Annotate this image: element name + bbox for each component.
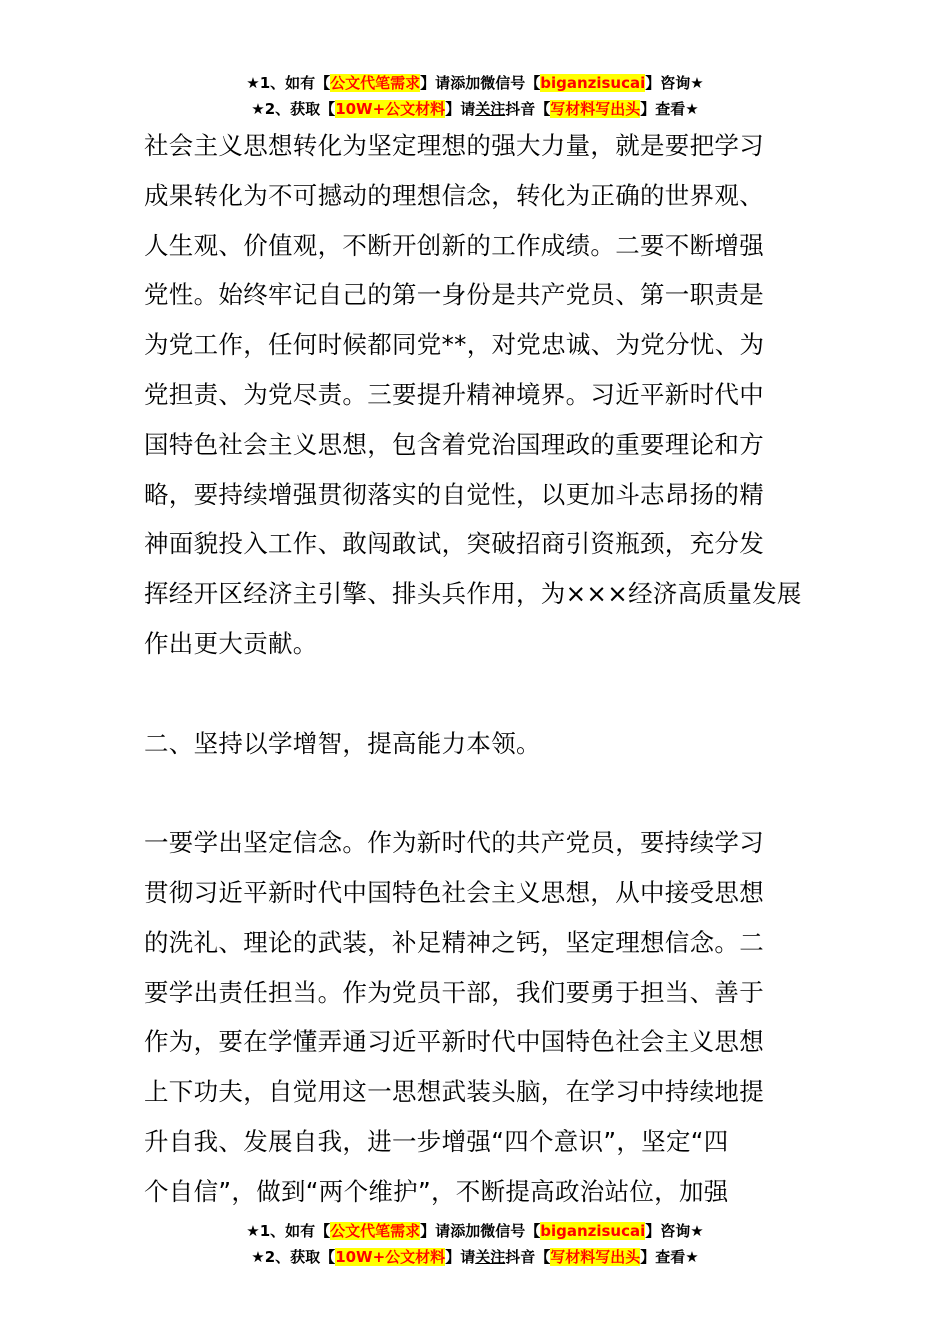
- section-heading: 二、坚持以学增智，提高能力本领。: [144, 728, 541, 758]
- banner-line1-suffix: 】咨询★: [645, 74, 704, 92]
- banner-line-2: [0, 96, 950, 122]
- banner-line2-highlight-douyin: 写材料写出头: [550, 1248, 641, 1266]
- banner-line1-mid2: 微信号【: [480, 74, 541, 92]
- banner-line1-mid1: 】请: [420, 1222, 451, 1240]
- paragraph-line: 人生观、价值观，不断开创新的工作成绩。二要不断增强: [144, 230, 764, 260]
- banner-line2-mid1: 】请: [445, 100, 476, 118]
- paragraph-line: 党性。始终牢记自己的第一身份是共产党员、第一职责是: [144, 280, 764, 310]
- banner-line1-prefix: ★1、如有【: [246, 1222, 331, 1240]
- banner-line2-suffix: 】查看★: [640, 1248, 699, 1266]
- paragraph-line: 贯彻习近平新时代中国特色社会主义思想，从中接受思想: [144, 877, 764, 907]
- document-body: [144, 121, 810, 1217]
- banner-line1-highlight-service: 公文代笔需求: [330, 74, 421, 92]
- paragraph-line: 略，要持续增强贯彻落实的自觉性，以更加斗志昂扬的精: [144, 479, 764, 509]
- paragraph-line: 国特色社会主义思想，包含着党治国理政的重要理论和方: [144, 429, 764, 459]
- banner-line1-emph: 添加: [450, 1222, 481, 1240]
- footer-banner: [0, 1218, 950, 1270]
- banner-line2-prefix: ★2、获取【: [251, 100, 336, 118]
- banner-line2-highlight-materials: 10W+公文材料: [335, 100, 446, 118]
- paragraph-line: 个自信”，做到“两个维护”，不断提高政治站位，加强: [144, 1176, 729, 1206]
- banner-line2-highlight-douyin: 写材料写出头: [550, 100, 641, 118]
- paragraph-line: 要学出责任担当。作为党员干部，我们要勇于担当、善于: [144, 977, 764, 1007]
- banner-line-2: [0, 1244, 950, 1270]
- paragraph-line: 社会主义思想转化为坚定理想的强大力量，就是要把学习: [144, 131, 764, 160]
- banner-line2-prefix: ★2、获取【: [251, 1248, 336, 1266]
- banner-line2-mid2: 抖音【: [505, 100, 551, 118]
- header-banner: [0, 70, 950, 122]
- blank-line: [144, 669, 810, 719]
- paragraph-line: 作为，要在学懂弄通习近平新时代中国特色社会主义思想: [144, 1027, 764, 1057]
- paragraph-line: 作出更大贡献。: [144, 628, 318, 658]
- banner-line1-prefix: ★1、如有【: [246, 74, 331, 92]
- banner-line1-highlight-wechat: biganzisucai: [540, 1222, 646, 1240]
- banner-line1-suffix: 】咨询★: [645, 1222, 704, 1240]
- banner-line-1: [0, 1218, 950, 1244]
- banner-line-1: [0, 70, 950, 96]
- paragraph-line: 升自我、发展自我，进一步增强“四个意识”，坚定“四: [144, 1126, 729, 1156]
- banner-line1-highlight-service: 公文代笔需求: [330, 1222, 421, 1240]
- banner-line2-highlight-materials: 10W+公文材料: [335, 1248, 446, 1266]
- paragraph-line: 上下功夫，自觉用这一思想武装头脑，在学习中持续地提: [144, 1077, 764, 1107]
- banner-line1-mid2: 微信号【: [480, 1222, 541, 1240]
- banner-line2-emph: 关注: [475, 100, 506, 118]
- banner-line2-mid1: 】请: [445, 1248, 476, 1266]
- paragraph-line: 为党工作，任何时候都同党**，对党忠诚、为党分忧、为: [144, 330, 765, 360]
- banner-line2-suffix: 】查看★: [640, 100, 699, 118]
- paragraph-line: 党担责、为党尽责。三要提升精神境界。习近平新时代中: [144, 379, 764, 409]
- banner-line1-emph: 添加: [450, 74, 481, 92]
- paragraph-line: 神面貌投入工作、敢闯敢试，突破招商引资瓶颈，充分发: [144, 529, 764, 559]
- banner-line2-mid2: 抖音【: [505, 1248, 551, 1266]
- paragraph-line: 的洗礼、理论的武装，补足精神之钙，坚定理想信念。二: [144, 927, 764, 957]
- paragraph-line: 一要学出坚定信念。作为新时代的共产党员，要持续学习: [144, 828, 764, 858]
- banner-line1-mid1: 】请: [420, 74, 451, 92]
- blank-line: [144, 768, 810, 818]
- banner-line2-emph: 关注: [475, 1248, 506, 1266]
- paragraph-line: 挥经开区经济主引擎、排头兵作用，为×××经济高质量发展: [144, 579, 802, 609]
- banner-line1-highlight-wechat: biganzisucai: [540, 74, 646, 92]
- paragraph-line: 成果转化为不可撼动的理想信念，转化为正确的世界观、: [144, 180, 764, 210]
